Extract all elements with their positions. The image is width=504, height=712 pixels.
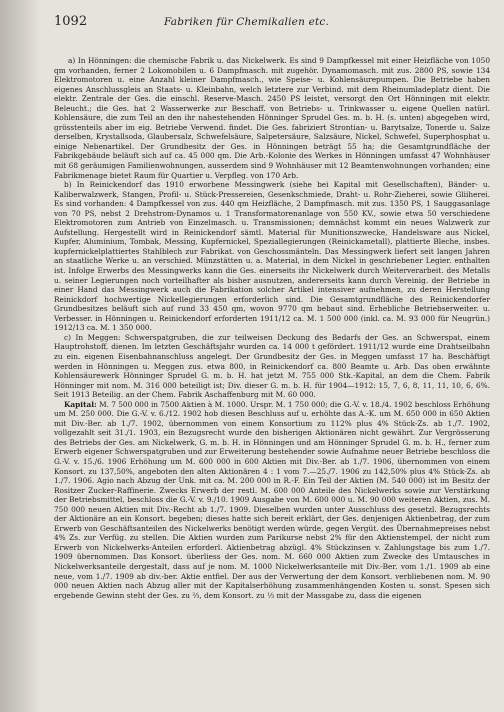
kapital-text: M. 7 500 000 in 7500 Aktien à M. 1000. Urspr. M. 1 750 000; die G.-V. v. 18./4. 1902 beschloss Erhöhung um M. 250 000. Die G.-V. v. 6./12. 1902 hob diesen Beschluss auf u. erhöhte das A.-K. um M. 650 000 in 650 Aktien mit Div.-Ber. ab 1./7. 1902, übernommen von einem Konsortium zu 112% plus 4% Stück-Zs. ab 1./7. 1902, vollgezahlt seit 31./1. 1903, ein Bezugsrecht wurde den bisherigen Aktionären nicht gewährt. Zur Vergrösserung des Betriebs der Ges. am Nickelwerk, G. m. b. H. in Hönningen und am Hönninger Sprudel G. m. b. H., ferner zum Erwerb eigener Schwerspatgruben und zur Erweiterung bestehender sowie Aufnahme neuer Betriebe beschloss die G.-V. v. 15./6. 1906 Erhöhung um M. 600 000 in 600 Aktien mit Div.-Ber. ab 1./7. 1906, übernommen von einem Konsort. zu 137,50%, angeboten den alten Aktionären 4 : 1 vom 7.—25./7. 1906 zu 142,50% plus 4% Stück-Zs. ab 1./7. 1906. Agio nach Abzug der Unk. mit ca. M. 200 000 in R.-F. Ein Teil der Aktien (M. 540 000) ist im Besitz der Rositzer Zucker-Raffinerie. Zwecks Erwerb der restl. M. 600 000 Anteile des Nickelwerks sowie zur Verstärkung der Betriebsmittel, beschloss die G.-V. v. 9./10. 1909 Ausgabe von M. 600 000 u. M. 90 000 weiteren Aktien, zus. M. 750 000 neuen Aktien mit Div.-Recht ab 1./7. 1909. Dieselben wurden unter Ausschluss des gesetzl. Bezugsrechts der Aktionäre an ein Konsort. begeben; dieses hatte sich bereit erklärt, der Ges. denjenigen Aktienbetrag, der zum Erwerb von Geschäftsanteilen des Nickelwerks benötigt werden würde, gegen Vergüt. des Übernahmepreises nebst 4% Zs. zur Verfüg. zu stellen. Die Aktien wurden zum Parikurse nebst 2% für den Aktienstempel, der nicht zum Erwerb von Nickelwerks-Anteilen erforderl. Aktienbetrag abzügl. 4% Stückzinsen v. Zahlungstage bis zum 1./7. 1909 übernommen. Das Konsort. überliess der Ges. nom. M. 660 000 Aktien zum Zwecke des Umtausches in Nickelwerksanteile dergestalt, dass auf je nom. M. 1000 Nickelwerksanteile mit Div.-Ber. vom 1./1. 1909 ab eine neue, vom 1./7. 1909 ab div.-ber. Aktie entfiel. Der aus der Verwertung der dem Konsort. verbliebenen nom. M. 90 000 neuen Aktien nach Abzug aller mit der Kapitalserhöhung zusammenhängenden Kosten u. sonst. Spesen sich ergebende Gewinn steht der Ges. zu ⅔, dem Konsort. zu ⅓ mit der Massgabe zu, dass die eigenen: [54, 399, 491, 600]
kapital-label: Kapital:: [64, 399, 97, 409]
body-text: [54, 56, 490, 600]
paragraph-meggen: c) In Meggen: Schwerspatgruben, die zur teilweisen Deckung des Bedarfs der Ges. an Schwerspat, einem Hauptrohstoff, dienen. Im letzten Geschäftsjahr wurden ca. 14 000 t gefördert. 1911/12 wurde eine Drahtseilbahn zu ein. eigenen Eisenbahnanschluss angelegt. Der Grundbesitz der Ges. in Meggen umfasst 17 ha. Beschäftigt werden in Hönningen u. Meggen zus. etwa 800, in Reinickendorf ca. 800 Beamte u. Arb. Das oben erwähnte Kohlensäurewerk Hönninger Sprudel G. m. b. H. hat jetzt M. 755 000 Stk.-Kapital, an dem die Chem. Fabrik Hönninger mit nom. M. 316 000 beteiligt ist; Div. dieser G. m. b. H. für 1904—1912: 15, 7, 6, 8, 11, 11, 10, 6, 6%. Seit 1913 Beteilig. an der Chem. Fabrik Aschaffenburg mit M. 60 000.: [54, 332, 490, 400]
paragraph-hoenningen: a) In Hönningen: die chemische Fabrik u. das Nickelwerk. Es sind 9 Dampfkessel mit einer Heizfläche von 1050 qm vorhanden, ferner 2 Lokomobilen u. 6 Dampfmasch. mit zugehör. Dynamomasch. mit zus. 2800 PS, sowie 134 Elektromotoren u. eine Anzahl kleiner Dampfmasch., wie Speise- u. Kohlensäurepumpen. Die Betriebe haben eigenes Anschlussgleis an Staats- u. Kleinbahn, welch letztere zur Verbind. mit dem Rheinumladeplatz dient. Die elektr. Zentrale der Ges. die einschl. Reserve-Masch. 2450 PS leistet, versorgt den Ort Hönningen mit elektr. Beleucht.; die Ges. hat 2 Wasserwerke zur Beschaff. von Betriebs- u. Trinkwasser u. eigene Quellen natürl. Kohlensäure, die zum Teil an den ihr nahestehenden Hönninger Sprudel Ges. m. b. H. (s. unten) abgegeben wird, grösstenteils aber im eig. Betriebe Verwend. findet. Die Ges. fabriziert Strontian- u. Barytsalze, Tonerde u. Salze derselben, Krystallsoda, Glaubersalz, Schwefelsäure, Salpetersäure, Salzsäure, Nickel, Schwefel, Superphosphat u. einige Nebenartikel. Der Grundbesitz der Ges. in Hönningen beträgt 55 ha; die Gesamtgrundfläche der Fabrikgebäude beläuft sich auf ca. 45 000 qm. Die Arb.-Kolonie des Werkes in Hönningen umfasst 47 Wohnhäuser mit 68 geräumigen Familienwohnungen, ausserdem sind 9 Wohnhäuser mit 12 Beamtenwohnungen vorhanden; eine Fabrikmenage bietet Raum für Quartier u. Verpfleg. von 170 Arb.: [54, 56, 490, 180]
paragraph-reinickendorf: b) In Reinickendorf das 1910 erworbene Messingwerk (siehe bei Kapital mit Gesellschaften), Bänder- u. Kaliberwalzwerk, Stangen, Profil- u. Stück-Pressereien, Gesenkschmiede, Draht- u. Rohr-Zieherei, sowie Gliiherei. Es sind vorhanden: 4 Dampfkessel von zus. 440 qm Heizfläche, 2 Dampfmasch. mit zus. 1350 PS, 1 Sauggasanlage von 70 PS, nebst 2 Drehstrom-Dynamos u. 1 Transformatorenanlage von 550 KV., sowie etwa 50 verschiedene Elektromotoren zum Antrieb von Einzelmasch. u. Transmissionen; demnächst kommt ein neues Walzwerk zur Aufstellung. Hergestellt wird in Reinickendorf sämtl. Material für Munitionszwecke, Handelsware aus Nickel, Kupfer, Aluminium, Tombak, Messing, Kupfernickel, Speziallegierungen (Reinickametall), plattierte Bleche, insbes. kupfernickelplattiertes Stahlblech zur Fabrikat. von Geschossmänteln. Das Messingwerk liefert seit langen Jahren an staatliche Werke u. an verschied. Münzstätten u. a. Material, in dem Nickel in geschriebener Legier. enthalten ist. Infolge Erwerbs des Messingwerks kann die Ges. einerseits ihr Nickelwerk durch Weiterverarbeit. des Metalls u. seiner Legierungen noch vorteilhafter als bisher ausnutzen, andererseits kann durch Vereinig. der Betriebe in einer Hand das Messingwerk auch die Fabrikation solcher Artikel intensiver aufnehmen, zu deren Herstellung Reinickdorf hochwertige Nickellegierungen erforderlich sind. Die Gesamtgrundfläche des Reinickendorfer Grundbesitzes beläuft sich auf rund 33 450 qm, wovon 9770 qm bebaut sind. Erhebliche Betriebserweiter. u. Verbesser. in Hönningen u. Reinickendorf erforderten 1911/12 ca. M. 1 500 000 (inkl. ca. M. 93 000 für Neugrün.) 1912/13 ca. M. 1 350 000.: [54, 180, 490, 333]
running-title: Fabriken für Chemikalien etc.: [164, 16, 330, 28]
page-number: 1092: [54, 14, 88, 29]
paragraph-kapital: [54, 400, 490, 600]
page-header: [54, 14, 490, 32]
